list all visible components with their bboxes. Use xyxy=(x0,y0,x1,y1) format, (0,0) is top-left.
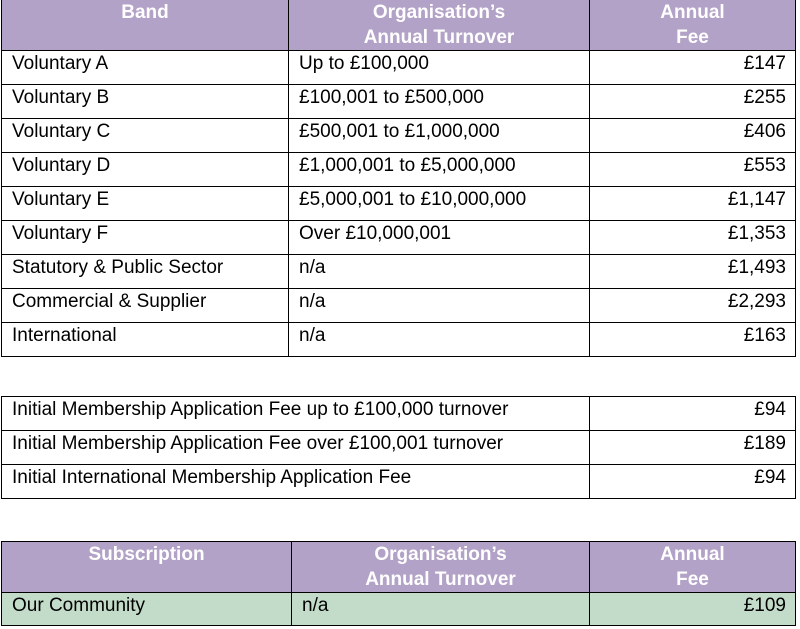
band-cell: Voluntary F xyxy=(2,221,289,255)
header-row xyxy=(2,0,796,51)
turnover-header: Organisation’s Annual Turnover xyxy=(289,0,590,51)
application-fees-table xyxy=(1,396,796,499)
table-row xyxy=(2,85,796,119)
table-row xyxy=(2,431,796,465)
band-cell: Statutory & Public Sector xyxy=(2,255,289,289)
fee-cell: £94 xyxy=(590,465,796,499)
table-row xyxy=(2,593,796,626)
band-cell: Commercial & Supplier xyxy=(2,289,289,323)
application-fee-label: Initial International Membership Application Fee xyxy=(2,465,590,499)
turnover-cell: n/a xyxy=(289,289,590,323)
subscription-cell: Our Community xyxy=(2,593,292,626)
annual-fee-header: Annual Fee xyxy=(590,542,796,593)
band-cell: Voluntary B xyxy=(2,85,289,119)
band-cell: International xyxy=(2,323,289,357)
subscription-header: Subscription xyxy=(2,542,292,593)
table-row xyxy=(2,221,796,255)
table-row xyxy=(2,187,796,221)
header-row xyxy=(2,542,796,593)
table-row xyxy=(2,289,796,323)
band-cell: Voluntary A xyxy=(2,51,289,85)
turnover-header: Organisation’s Annual Turnover xyxy=(292,542,590,593)
turnover-cell: £100,001 to £500,000 xyxy=(289,85,590,119)
table-row xyxy=(2,397,796,431)
fee-cell: £163 xyxy=(590,323,796,357)
turnover-cell: n/a xyxy=(292,593,590,626)
fee-cell: £255 xyxy=(590,85,796,119)
fee-cell: £1,493 xyxy=(590,255,796,289)
table-row xyxy=(2,119,796,153)
turnover-cell: £1,000,001 to £5,000,000 xyxy=(289,153,590,187)
fee-cell: £1,353 xyxy=(590,221,796,255)
table-row xyxy=(2,153,796,187)
turnover-cell: £500,001 to £1,000,000 xyxy=(289,119,590,153)
band-cell: Voluntary E xyxy=(2,187,289,221)
turnover-cell: £5,000,001 to £10,000,000 xyxy=(289,187,590,221)
annual-fee-header: Annual Fee xyxy=(590,0,796,51)
table-row xyxy=(2,51,796,85)
fee-cell: £147 xyxy=(590,51,796,85)
turnover-cell: n/a xyxy=(289,255,590,289)
fee-cell: £189 xyxy=(590,431,796,465)
fee-cell: £1,147 xyxy=(590,187,796,221)
turnover-cell: n/a xyxy=(289,323,590,357)
fee-cell: £406 xyxy=(590,119,796,153)
fee-cell: £109 xyxy=(590,593,796,626)
subscription-table xyxy=(1,541,796,626)
application-fee-label: Initial Membership Application Fee over £100,001 turnover xyxy=(2,431,590,465)
fee-cell: £2,293 xyxy=(590,289,796,323)
turnover-cell: Up to £100,000 xyxy=(289,51,590,85)
band-header: Band xyxy=(2,0,289,51)
table-row xyxy=(2,323,796,357)
band-cell: Voluntary C xyxy=(2,119,289,153)
fee-cell: £94 xyxy=(590,397,796,431)
fee-cell: £553 xyxy=(590,153,796,187)
table-row xyxy=(2,255,796,289)
band-cell: Voluntary D xyxy=(2,153,289,187)
turnover-cell: Over £10,000,001 xyxy=(289,221,590,255)
membership-fees-table xyxy=(1,0,796,357)
application-fee-label: Initial Membership Application Fee up to £100,000 turnover xyxy=(2,397,590,431)
table-row xyxy=(2,465,796,499)
